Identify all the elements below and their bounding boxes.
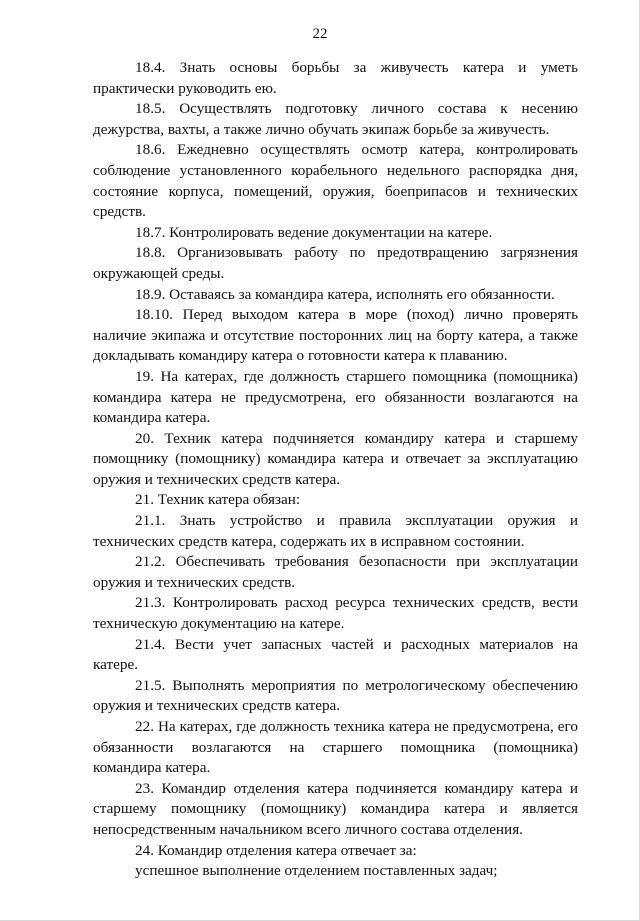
page-number: 22 [312,26,328,42]
paragraph-21-5: 21.5. Выполнять мероприятия по метрологическому обеспечению оружия и технических средств катера. [93,676,578,715]
paragraph-24: 24. Командир отделения катера отвечает за: [135,841,417,859]
paragraph-21-4: 21.4. Вести учет запасных частей и расходных материалов на катере. [93,635,578,674]
paragraph-21: 21. Техник катера обязан: [135,491,301,509]
paragraph-24-item: успешное выполнение отделением поставленных задач; [135,862,498,880]
paragraph-19: 19. На катерах, где должность старшего помощника (помощника) командира катера не предусмотрена, его обязанности возлагаются на командира катера. [93,367,578,427]
paragraph-18-7: 18.7. Контролировать ведение документации на катере. [135,223,493,241]
paragraph-18-10: 18.10. Перед выходом катера в море (поход) лично проверять наличие экипажа и отсутствие посторонних лиц на борту катера, а также докладывать командиру катера о готовности катера к плаванию. [93,306,578,365]
paragraph-23: 23. Командир отделения катера подчиняется командиру катера и старшему помощнику (помощнику) командира катера и является непосредственным начальником всего личного состава отделения. [93,779,578,838]
paragraph-18-4: 18.4. Знать основы борьбы за живучесть катера и уметь практически руководить ею. [93,59,578,97]
paragraph-18-5: 18.5. Осуществлять подготовку личного состава к несению дежурства, вахты, а также лично обучать экипаж борьбе за живучесть. [93,100,578,138]
paragraph-21-2: 21.2. Обеспечивать требования безопасности при эксплуатации оружия и технических средств. [93,553,578,591]
document-body [93,58,578,882]
paragraph-20: 20. Техник катера подчиняется командиру катера и старшему помощнику (помощнику) командира катера и отвечает за эксплуатацию оружия и технических средств катера. [93,429,578,488]
paragraph-18-8: 18.8. Организовывать работу по предотвращению загрязнения окружающей среды. [93,244,578,282]
paragraph-22: 22. На катерах, где должность техника катера не предусмотрена, его обязанности возлагаются на старшего помощника (помощника) командира катера. [93,718,578,777]
paragraph-18-9: 18.9. Оставаясь за командира катера, исполнять его обязанности. [135,285,555,303]
paragraph-21-3: 21.3. Контролировать расход ресурса технических средств, вести техническую документацию на катере. [93,594,578,633]
paragraph-18-6: 18.6. Ежедневно осуществлять осмотр катера, контролировать соблюдение установленного корабельного недельного распорядка дня, состояние корпуса, помещений, оружия, боеприпасов и технических средств. [93,141,578,221]
paragraph-21-1: 21.1. Знать устройство и правила эксплуатации оружия и технических средств катера, содержать их в исправном состоянии. [93,512,578,550]
